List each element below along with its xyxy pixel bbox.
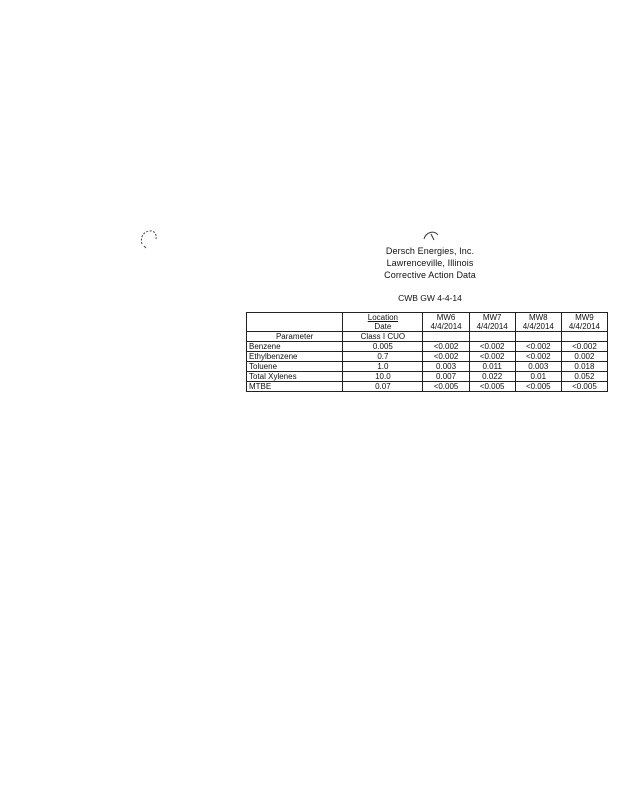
table-row [247,352,608,362]
logo-mark-icon [422,229,440,243]
result-value: 0.018 [561,362,607,372]
parameter-name: MTBE [247,382,343,392]
cuo-value: 10.0 [343,372,423,382]
result-value: <0.002 [469,352,515,362]
well-name-mw7: MW7 [469,313,515,323]
header-row-wells [247,313,608,323]
well-date-mw8: 4/4/2014 [515,322,561,332]
result-value: 0.002 [561,352,607,362]
result-value: 0.003 [515,362,561,372]
company-location: Lawrenceville, Illinois [386,258,474,268]
header-empty-cell [247,313,343,323]
header-location-label [343,313,423,323]
result-value: <0.005 [423,382,469,392]
result-value: 0.011 [469,362,515,372]
table-row [247,382,608,392]
header-blank [561,332,607,342]
header-cuo-label: Class I CUO [343,332,423,342]
header-empty-cell [247,322,343,332]
result-value: <0.002 [423,352,469,362]
document-subject: Corrective Action Data [384,270,476,280]
parameter-name: Ethylbenzene [247,352,343,362]
cuo-value: 0.07 [343,382,423,392]
parameter-name: Benzene [247,342,343,352]
table-title: CWB GW 4-4-14 [398,293,462,303]
header-parameter-label: Parameter [247,332,343,342]
well-date-mw7: 4/4/2014 [469,322,515,332]
header-blank [515,332,561,342]
scan-artifact-icon [138,228,160,250]
cuo-value: 0.7 [343,352,423,362]
header-row-dates [247,322,608,332]
corrective-action-table [246,312,608,392]
result-value: <0.002 [515,342,561,352]
table-row [247,342,608,352]
result-value: 0.022 [469,372,515,382]
result-value: <0.002 [561,342,607,352]
result-value: <0.002 [469,342,515,352]
table-row [247,362,608,372]
company-name: Dersch Energies, Inc. [385,246,475,256]
result-value: 0.01 [515,372,561,382]
result-value: 0.052 [561,372,607,382]
result-value: 0.007 [423,372,469,382]
document-header [330,245,530,281]
header-row-parameter [247,332,608,342]
well-name-mw6: MW6 [423,313,469,323]
header-date-label: Date [343,322,423,332]
well-name-mw9: MW9 [561,313,607,323]
well-name-mw8: MW8 [515,313,561,323]
result-value: <0.005 [469,382,515,392]
location-label-text: Location [367,313,398,322]
result-value: <0.005 [515,382,561,392]
cuo-value: 1.0 [343,362,423,372]
cuo-value: 0.005 [343,342,423,352]
result-value: <0.005 [561,382,607,392]
header-blank [469,332,515,342]
parameter-name: Toluene [247,362,343,372]
table-row [247,372,608,382]
result-value: 0.003 [423,362,469,372]
parameter-name: Total Xylenes [247,372,343,382]
result-value: <0.002 [515,352,561,362]
result-value: <0.002 [423,342,469,352]
well-date-mw6: 4/4/2014 [423,322,469,332]
header-blank [423,332,469,342]
well-date-mw9: 4/4/2014 [561,322,607,332]
